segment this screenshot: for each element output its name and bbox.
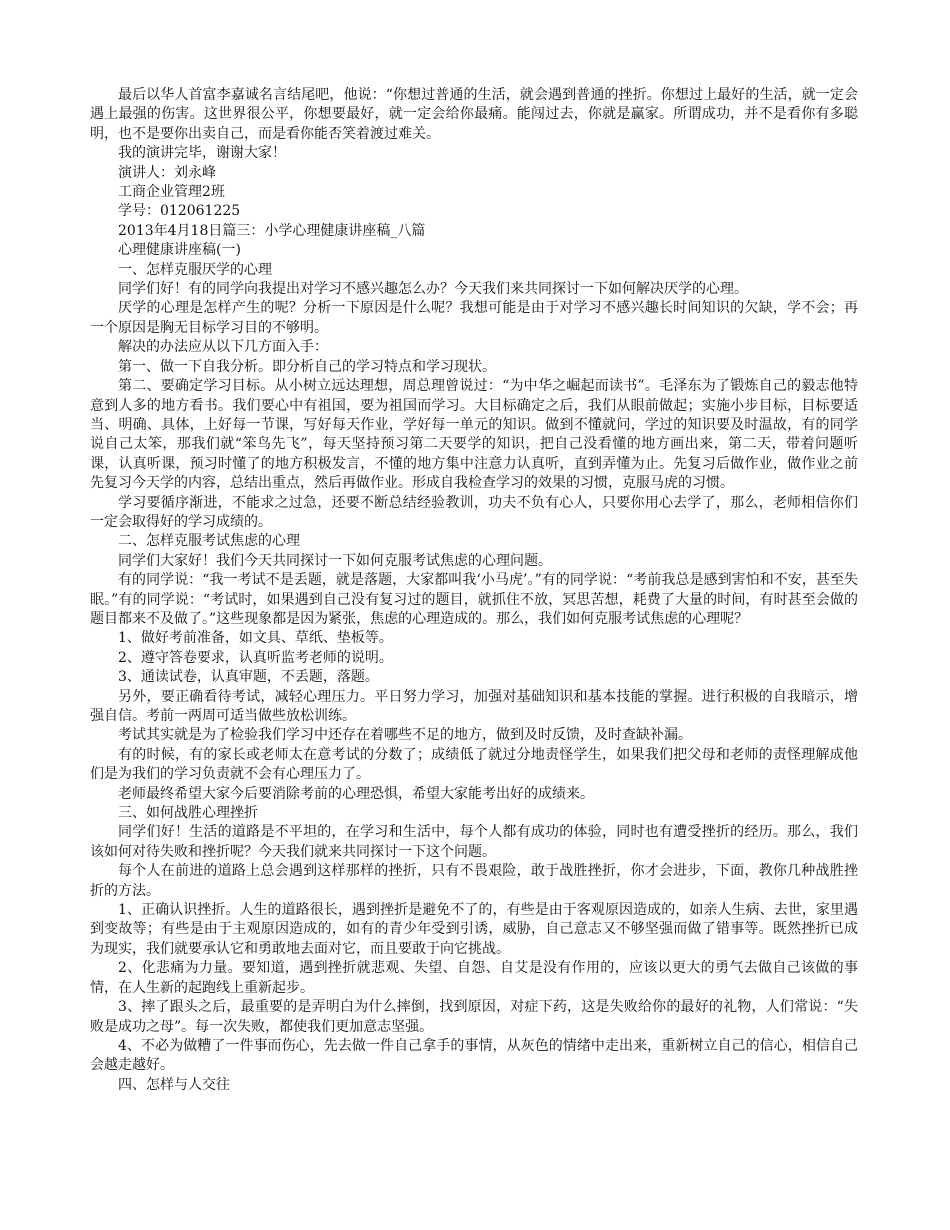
section-heading: 四、怎样与人交往 [118,1076,230,1093]
list-item: 4、不必为做糟了一件事而伤心，先去做一件自己拿手的事情，从灰色的情绪中走出来，重新树立自己的信心，相信自己会越走越好。 [90,1037,858,1074]
list-item: 2、遵守答卷要求，认真听监考老师的说明。 [118,649,393,666]
list-item: 1、正确认识挫折。人生的道路很长，遇到挫折是避免不了的，有些是由于客观原因造成的，如亲人生病、去世，家里遇到变故等；有些是由于主观原因造成的，如有的青少年受到引诱，威胁，自己意志又不够坚强而做了错事等。既然挫折已成为现实，我们就要承认它和勇敢地去面对它，而且要敢于向它挑战。 [90,902,858,957]
paragraph: 考试其实就是为了检验我们学习中还存在着哪些不足的地方，做到及时反馈，及时查缺补漏。 [118,727,692,744]
section-heading: 二、怎样克服考试焦虑的心理 [118,533,300,550]
list-item: 3、摔了跟头之后，最重要的是弄明白为什么摔倒，找到原因，对症下药，这是失败给你的最好的礼物，人们常说：“失败是成功之母”。每一次失败，都使我们更加意志坚强。 [90,999,858,1035]
paragraph: 最后以华人首富李嘉诚名言结尾吧，他说：“你想过普通的生活，就会遇到普通的挫折。你想过上最好的生活，就一定会遇上最强的伤害。这世界很公平，你想要最好，就一定会给你最痛。能闯过去，你就是赢家。所谓成功，并不是看你有多聪明，也不是要你出卖自己，而是看你能否笑着渡过难关。 [90,87,858,142]
paragraph: 第二、要确定学习目标。从小树立远达理想，周总理曾说过：“为中华之崛起而读书”。毛泽东为了锻炼自己的毅志他特意到人多的地方看书。我们要心中有祖国，要为祖国而学习。大目标确定之后，我们从眼前做起；实施小步目标，目标要适当、明确、具体，上好每一节课，写好每天作业，学好每一单元的知识。做到不懂就问，学过的知识要及时温故，有的同学说自己太笨，那我们就“笨鸟先飞”，每天坚持预习第二天要学的知识，把自己没看懂的地方画出来，第二天，带着问题听课，认真听课，预习时懂了的地方积极发言，不懂的地方集中注意力认真听，直到弄懂为止。先复习后做作业，做作业之前先复习今天学的内容，总结出重点，然后再做作业。形成自我检查学习的效果的习惯，克服马虎的习惯。 [90,378,858,492]
list-item: 2、化悲痛为力量。要知道，遇到挫折就悲观、失望、自怨、自艾是没有作用的，应该以更大的勇气去做自己该做的事情，在人生新的起跑线上重新起步。 [90,960,858,996]
paragraph: 学号：012061225 [118,203,241,220]
paragraph: 第一、做一下自我分析。即分析自己的学习特点和学习现状。 [118,358,496,375]
paragraph: 心理健康讲座稿(一) [118,242,241,259]
document-page [90,86,858,1095]
paragraph: 学习要循序渐进，不能求之过急，还要不断总结经验教训，功夫不负有心人，只要你用心去学了，那么，老师相信你们一定会取得好的学习成绩的。 [90,494,858,530]
paragraph: 2013年4月18日篇三：小学心理健康讲座稿_八篇 [118,222,426,239]
paragraph: 同学们好！有的同学向我提出对学习不感兴趣怎么办？今天我们来共同探讨一下如何解决厌学的心理。 [118,281,748,298]
paragraph: 有的时候，有的家长或老师太在意考试的分数了；成绩低了就过分地责怪学生，如果我们把父母和老师的责怪理解成他们是为我们的学习负责就不会有心理压力了。 [90,746,858,783]
paragraph: 我的演讲完毕，谢谢大家！ [118,145,286,162]
paragraph: 老师最终希望大家今后要消除考前的心理恐惧，希望大家能考出好的成绩来。 [118,785,594,802]
paragraph: 同学们好！生活的道路是不平坦的，在学习和生活中，每个人都有成功的体验，同时也有遭受挫折的经历。那么，我们该如何对待失败和挫折呢？今天我们就来共同探讨一下这个问题。 [90,824,858,860]
list-item: 3、通读试卷，认真审题，不丢题，落题。 [118,669,379,686]
paragraph: 同学们大家好！我们今天共同探讨一下如何克服考试焦虑的心理问题。 [118,552,552,569]
section-heading: 一、怎样克服厌学的心理 [118,261,272,278]
section-heading: 三、如何战胜心理挫折 [118,805,258,822]
paragraph: 另外，要正确看待考试，减轻心理压力。平日努力学习，加强对基础知识和基本技能的掌握。进行积极的自我暗示，增强自信。考前一两周可适当做些放松训练。 [90,688,858,724]
paragraph: 每个人在前进的道路上总会遇到这样那样的挫折，只有不畏艰险，敢于战胜挫折，你才会进步，下面，教你几种战胜挫折的方法。 [90,863,858,899]
list-item: 1、做好考前准备，如文具、草纸、垫板等。 [118,630,393,647]
paragraph: 厌学的心理是怎样产生的呢？分析一下原因是什么呢？我想可能是由于对学习不感兴趣长时间知识的欠缺，学不会；再一个原因是胸无目标学习目的不够明。 [90,300,858,336]
paragraph: 演讲人：刘永峰 [118,164,216,181]
paragraph: 有的同学说：“我一考试不是丢题，就是落题，大家都叫我‘小马虎’。”有的同学说：“考前我总是感到害怕和不安，甚至失眠。”有的同学说：“考试时，如果遇到自己没有复习过的题目，就抓住不放，冥思苦想，耗费了大量的时间，有时甚至会做的题目都来不及做了。”这些现象都是因为紧张，焦虑的心理造成的。那么，我们如何克服考试焦虑的心理呢？ [90,572,858,627]
paragraph: 工商企业管理2班 [118,184,225,201]
paragraph: 解决的办法应从以下几方面入手： [118,339,328,356]
